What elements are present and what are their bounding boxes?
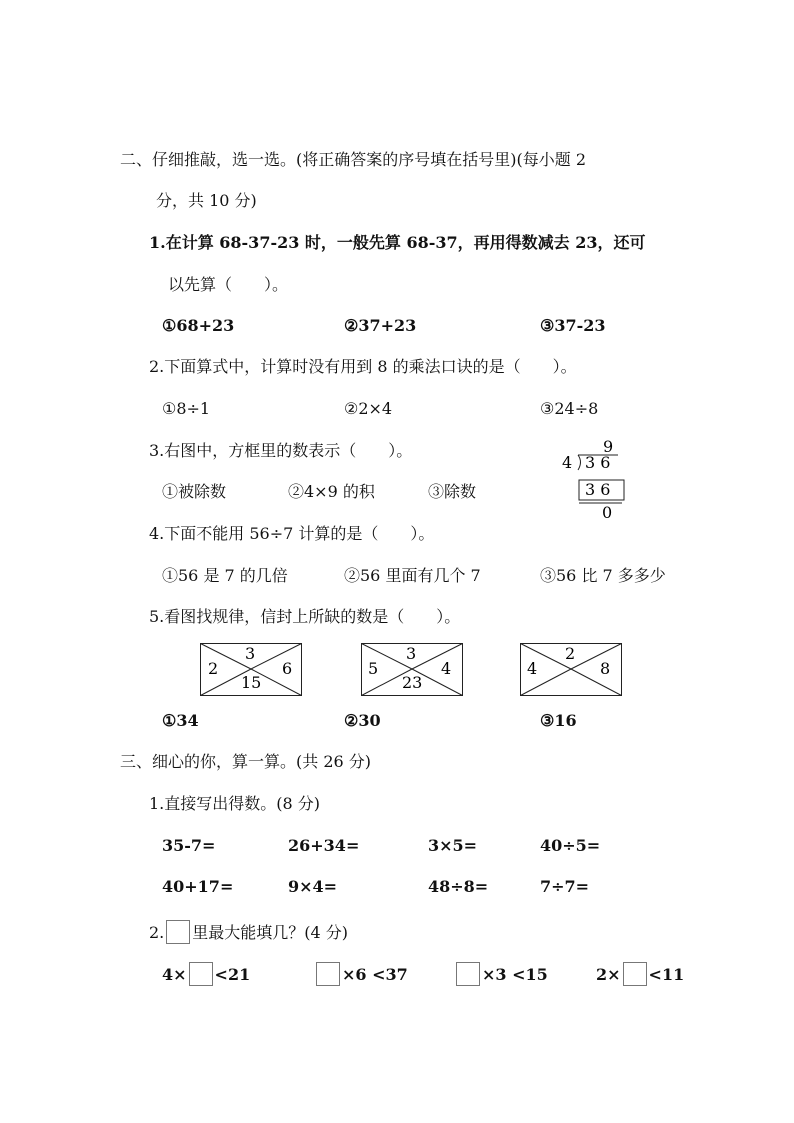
q5-text: 5.看图找规律，信封上所缺的数是（ ）。: [149, 607, 461, 626]
fill-item-2: [314, 962, 408, 986]
envelope-2: [361, 643, 463, 700]
fill-item-4-after: <11: [648, 965, 685, 984]
q5-option-3: ③16: [540, 711, 577, 730]
q5-option-2: ②30: [344, 711, 381, 730]
q2-option-2: ②2×4: [344, 399, 393, 418]
fill-item-1-before: 4×: [162, 965, 187, 984]
envelope-2-top: 3: [406, 644, 417, 663]
calc-r2-4: 7÷7=: [540, 877, 590, 896]
q1-text-line1: 1.在计算 68-37-23 时，一般先算 68-37，再用得数减去 23，还可: [149, 233, 646, 252]
q2-text: 2.下面算式中，计算时没有用到 8 的乘法口诀的是（ ）。: [149, 357, 577, 376]
s3q2-prefix: 2.: [149, 923, 165, 942]
calc-r1-4: 40÷5=: [540, 836, 601, 855]
q2-option-1: ①8÷1: [162, 399, 211, 418]
calc-r2-3: 48÷8=: [428, 877, 489, 896]
s3q1-text: 1.直接写出得数。(8 分): [149, 794, 321, 813]
q3-option-1: ①被除数: [162, 482, 227, 501]
q1-option-2: ②37+23: [344, 316, 417, 335]
q3-text: 3.右图中，方框里的数表示（ ）。: [149, 441, 413, 460]
calc-r1-2: 26+34=: [288, 836, 360, 855]
q3-option-3: ③除数: [428, 482, 477, 501]
q4-option-3: ③56 比 7 多多少: [540, 566, 666, 585]
division-quotient: 9: [603, 437, 614, 456]
division-remainder: 0: [602, 503, 613, 522]
envelope-3-right: 8: [600, 659, 611, 678]
envelope-3-left: 4: [527, 659, 538, 678]
q2-option-3: ③24÷8: [540, 399, 599, 418]
envelope-1-left: 2: [208, 659, 219, 678]
q5-option-1: ①34: [162, 711, 199, 730]
s3q2-text: 里最大能填几？(4 分): [192, 923, 349, 942]
section2-title-line1: 二、仔细推敲，选一选。(将正确答案的序号填在括号里)(每小题 2: [120, 150, 586, 169]
section2-title-line2: 分，共 10 分): [156, 191, 257, 210]
envelope-1: [200, 643, 302, 700]
envelope-1-bottom: 15: [241, 673, 262, 692]
q1-text-line2: 以先算（ ）。: [168, 275, 289, 294]
envelope-3: [520, 643, 622, 700]
envelope-3-top: 2: [565, 644, 576, 663]
fill-box-4[interactable]: [623, 962, 647, 986]
fill-item-4: [596, 962, 684, 986]
q3-option-2: ②4×9 的积: [288, 482, 375, 501]
long-division-figure: [556, 436, 636, 522]
section3-title: 三、细心的你，算一算。(共 26 分): [120, 752, 372, 771]
s3q2-line: [149, 920, 348, 944]
q4-option-2: ②56 里面有几个 7: [344, 566, 481, 585]
fill-item-2-after: ×6 <37: [342, 965, 408, 984]
fill-box-3[interactable]: [456, 962, 480, 986]
fill-item-3: [454, 962, 548, 986]
division-dividend: 3 6: [585, 453, 611, 472]
envelope-1-top: 3: [245, 644, 256, 663]
fill-item-1-after: <21: [214, 965, 251, 984]
envelope-2-bottom: 23: [402, 673, 423, 692]
division-product: 3 6: [585, 480, 611, 499]
blank-box: [166, 920, 190, 944]
envelope-2-left: 5: [368, 659, 379, 678]
calc-r2-2: 9×4=: [288, 877, 338, 896]
calc-r2-1: 40+17=: [162, 877, 234, 896]
fill-item-3-after: ×3 <15: [482, 965, 548, 984]
q1-option-3: ③37-23: [540, 316, 606, 335]
division-divisor: 4: [562, 453, 573, 472]
fill-item-4-before: 2×: [596, 965, 621, 984]
fill-box-2[interactable]: [316, 962, 340, 986]
q4-text: 4.下面不能用 56÷7 计算的是（ ）。: [149, 524, 435, 543]
envelope-1-right: 6: [282, 659, 293, 678]
calc-r1-1: 35-7=: [162, 836, 216, 855]
q4-option-1: ①56 是 7 的几倍: [162, 566, 288, 585]
calc-r1-3: 3×5=: [428, 836, 478, 855]
fill-box-1[interactable]: [189, 962, 213, 986]
q1-option-1: ①68+23: [162, 316, 235, 335]
fill-item-1: [162, 962, 250, 986]
envelope-2-right: 4: [441, 659, 452, 678]
